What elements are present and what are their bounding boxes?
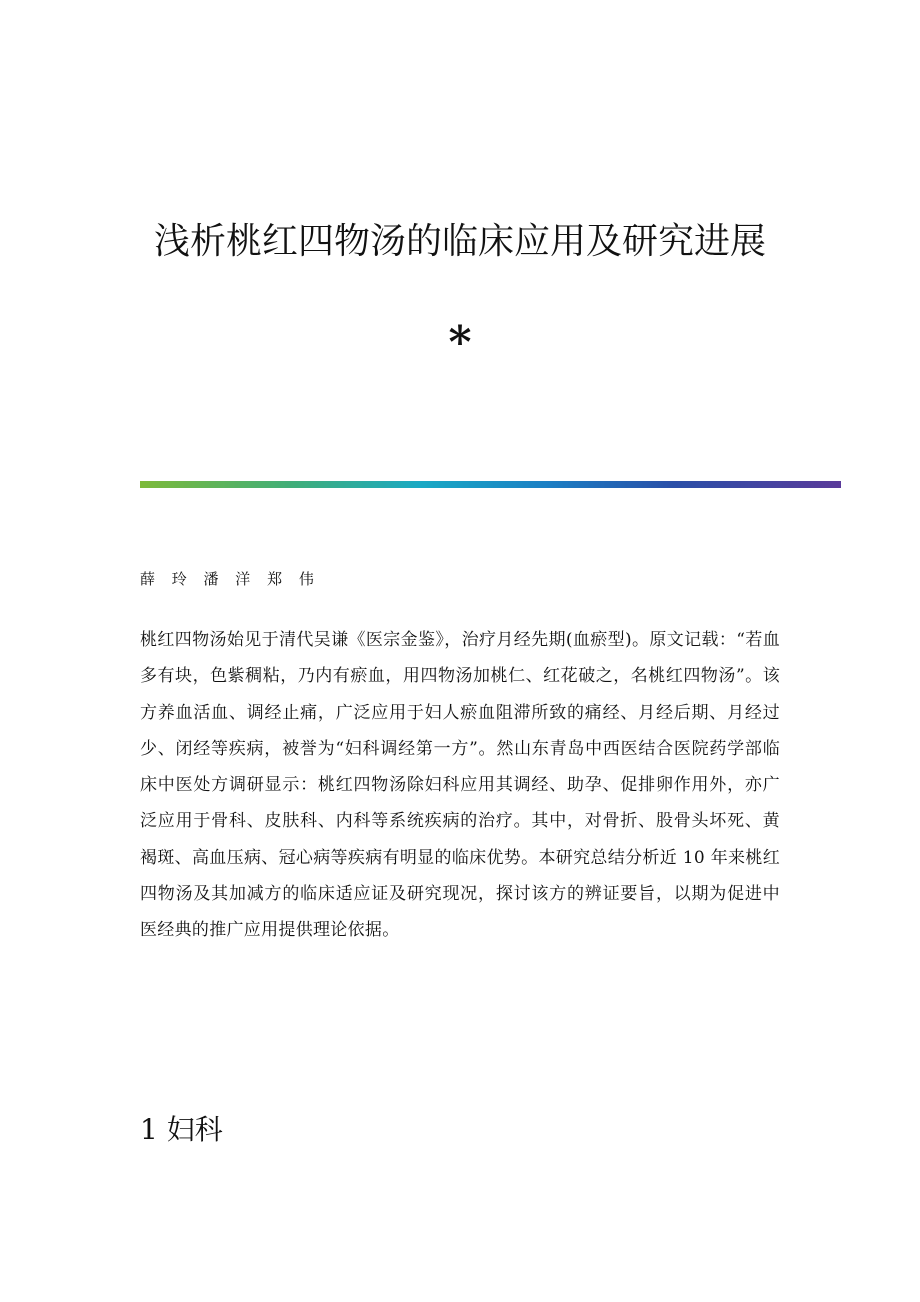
section-heading: 1 妇科 — [140, 1113, 223, 1146]
author-list: 薛 玲 潘 洋 郑 伟 — [140, 570, 320, 588]
decorative-gradient-rule — [140, 481, 841, 488]
abstract-paragraph: 桃红四物汤始见于清代吴谦《医宗金鉴》，治疗月经先期(血瘀型)。原文记载：“若血多有块，色紫稠粘，乃内有瘀血，用四物汤加桃仁、红花破之，名桃红四物汤”。该方养血活血、调经止痛，广泛应用于妇人瘀血阻滞所致的痛经、月经后期、月经过少、闭经等疾病，被誉为“妇科调经第一方”。然山东青岛中西医结合医院药学部临床中医处方调研显示：桃红四物汤除妇科应用其调经、助孕、促排卵作用外，亦广泛应用于骨科、皮肤科、内科等系统疾病的治疗。其中，对骨折、股骨头坏死、黄褐斑、高血压病、冠心病等疾病有明显的临床优势。本研究总结分析近 10 年来桃红四物汤及其加减方的临床适应证及研究现况，探讨该方的辨证要旨，以期为促进中医经典的推广应用提供理论依据。 — [140, 630, 780, 941]
document-title: 浅析桃红四物汤的临床应用及研究进展 — [153, 221, 766, 262]
title-footnote-marker: * — [448, 317, 472, 368]
